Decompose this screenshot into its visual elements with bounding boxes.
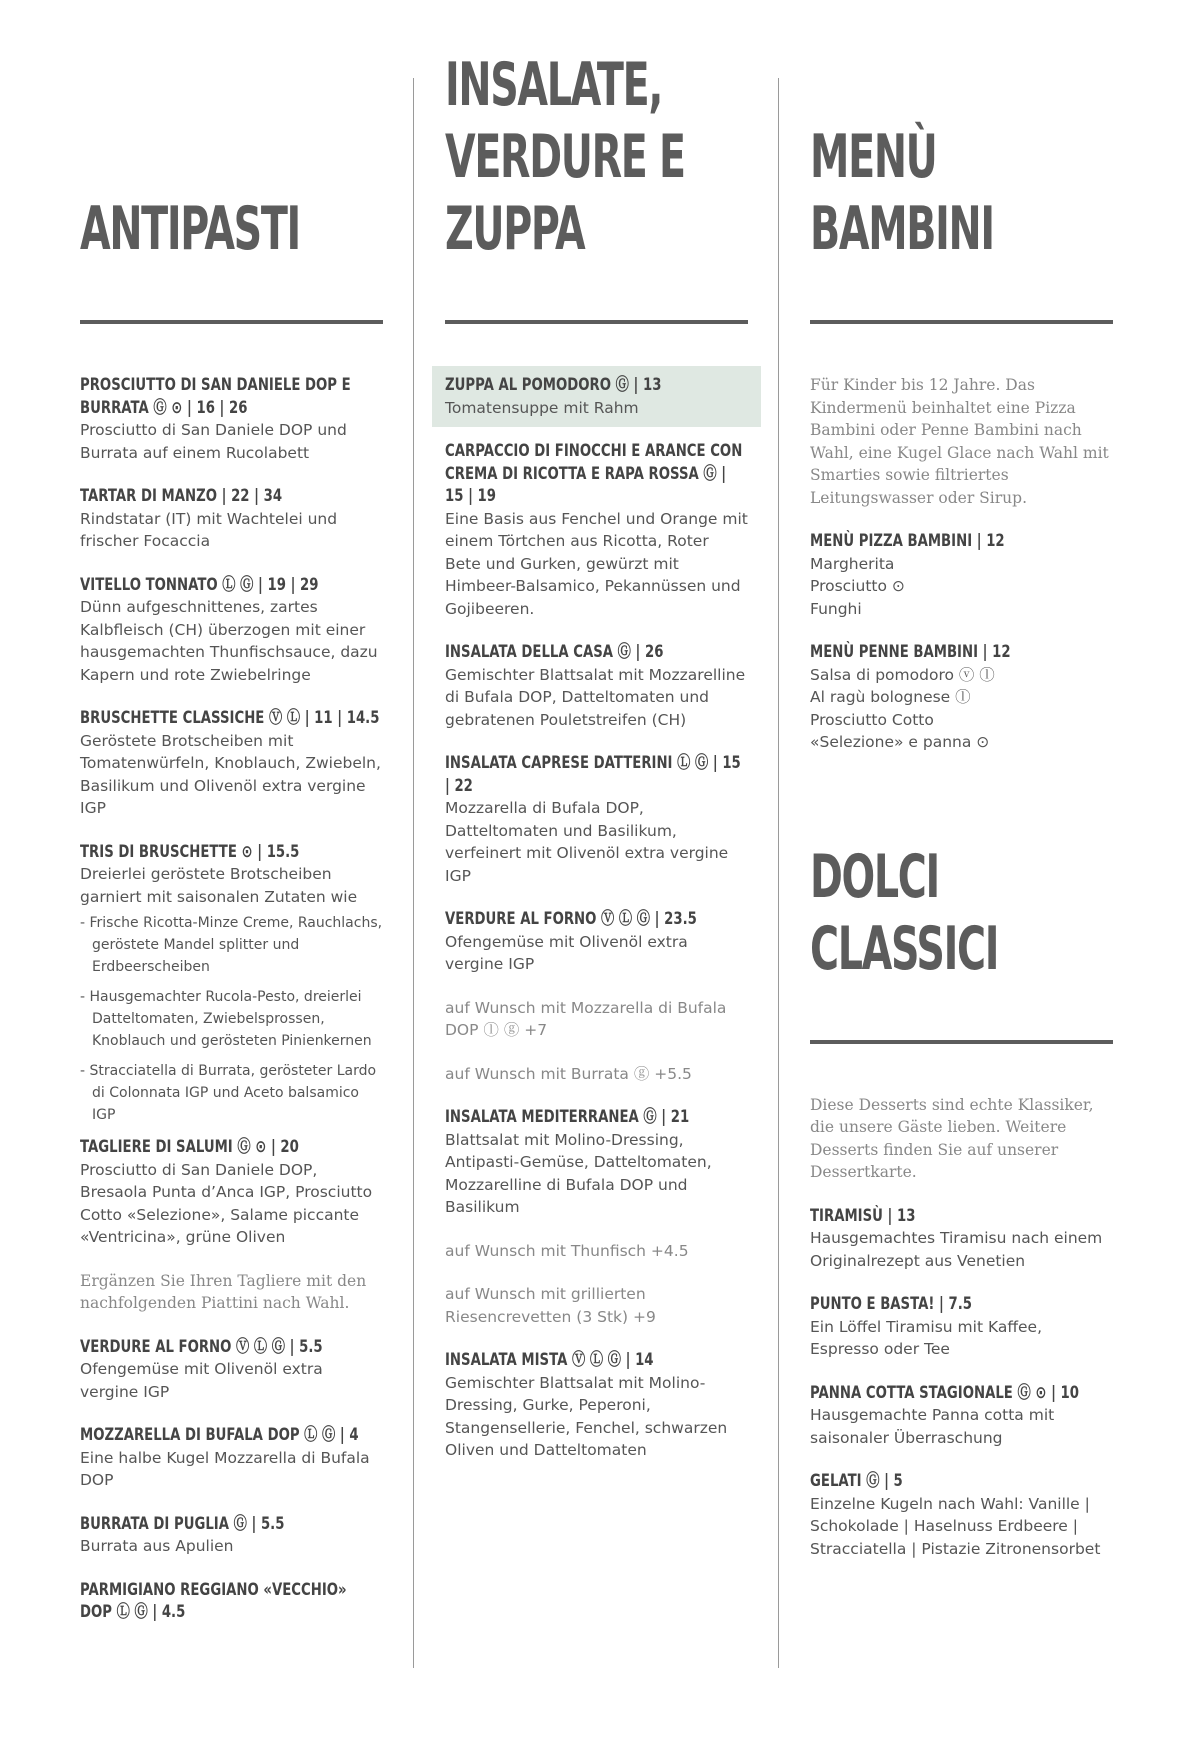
menu-item-description: Eine Basis aus Fenchel und Orange mit einem Törtchen aus Ricotta, Roter Bete und Gurken, gewürzt mit Himbeer-Balsamico, Pekannüssen und Gojibeeren. xyxy=(445,509,748,618)
menu-item-description: Einzelne Kugeln nach Wahl: Vanille | Schokolade | Haselnuss Erdbeere | Stracciatella | Pistazie Zitronensorbet xyxy=(810,1494,1101,1558)
bambini-heading: MENÙ BAMBINI xyxy=(810,122,994,264)
menu-item-title: TARTAR DI MANZO | 22 | 34 xyxy=(80,486,283,506)
menu-item-title: PUNTO E BASTA! | 7.5 xyxy=(810,1294,973,1314)
dolci-heading: DOLCI CLASSICI xyxy=(810,841,999,984)
menu-option: Prosciutto ⊙ xyxy=(810,577,905,595)
variant-item: - Stracciatella di Burrata, gerösteter Lardo di Colonnata IGP und Aceto balsamico IGP xyxy=(80,1063,377,1123)
menu-option: Prosciutto Cotto xyxy=(810,710,934,729)
menu-item-title: TIRAMISÙ | 13 xyxy=(810,1205,916,1226)
menu-item-description: Ein Löffel Tiramisu mit Kaffee, Espresso oder Tee xyxy=(810,1317,1043,1358)
antipasti-heading: ANTIPASTI xyxy=(80,194,300,264)
menu-item-description: Prosciutto di San Daniele DOP und Burrata auf einem Rucolabett xyxy=(80,421,347,462)
menu-item-description: Prosciutto di San Daniele DOP, Bresaola Punta d’Anca IGP, Prosciutto Cotto «Selezione», Salame piccante «Ventricina», grüne Oliven xyxy=(80,1160,373,1246)
menu-item-description: Mozzarella di Bufala DOP, Datteltomaten und Basilikum, verfeinert mit Olivenöl extra vergine IGP xyxy=(445,799,729,885)
heading-rule xyxy=(80,320,383,324)
featured-menu-item xyxy=(432,366,761,427)
menu-item-description: Gemischter Blattsalat mit Molino-Dressing, Gurke, Peperoni, Stangensellerie, Fenchel, schwarzen Oliven und Datteltomaten xyxy=(445,1373,728,1459)
bambini-intro: Für Kinder bis 12 Jahre. Das Kindermenü beinhaltet eine Pizza Bambini oder Penne Bambini nach Wahl, eine Kugel Glace nach Wahl mit Smarties sowie filtriertes Leitungswasser oder Sirup. xyxy=(810,376,1109,507)
menu-item-title: BRUSCHETTE CLASSICHE Ⓥ Ⓛ | 11 | 14.5 xyxy=(80,708,380,728)
menu-item-title: BURRATA DI PUGLIA Ⓖ | 5.5 xyxy=(80,1513,285,1534)
menu-item xyxy=(810,641,1113,754)
menu-item-description: Tomatensuppe mit Rahm xyxy=(445,398,639,417)
menu-item-title: TRIS DI BRUSCHETTE ⊙ | 15.5 xyxy=(80,841,300,862)
menu-item-title: VITELLO TONNATO Ⓛ Ⓖ | 19 | 29 xyxy=(80,574,319,595)
variant-item: - Frische Ricotta-Minze Creme, Rauchlachs, geröstete Mandel splitter und Erdbeerscheiben xyxy=(80,915,383,975)
menu-item xyxy=(445,440,748,620)
menu-item xyxy=(80,1513,383,1558)
bruschette-variants-list xyxy=(80,912,383,1126)
menu-item-description: Rindstatar (IT) mit Wachtelei und frischer Focaccia xyxy=(80,509,338,550)
heading-rule xyxy=(445,320,748,324)
column-divider-right xyxy=(778,78,779,1668)
menu-item-description: Hausgemachtes Tiramisu nach einem Originalrezept aus Venetien xyxy=(810,1229,1103,1270)
menu-item xyxy=(80,841,383,1127)
menu-item-description: Ofengemüse mit Olivenöl extra vergine IGP xyxy=(445,932,688,973)
option-note: auf Wunsch mit Burrata ⓖ +5.5 xyxy=(445,1064,692,1083)
menu-option: Salsa di pomodoro ⓥ ⓛ xyxy=(810,665,995,684)
menu-item-title: TAGLIERE DI SALUMI Ⓖ ⊙ | 20 xyxy=(80,1137,299,1157)
option-note: auf Wunsch mit Mozzarella di Bufala DOP ⓛ ⓖ +7 xyxy=(445,998,727,1039)
menu-item xyxy=(80,485,383,553)
menu-item xyxy=(80,707,383,820)
menu-item-title: GELATI Ⓖ | 5 xyxy=(810,1471,903,1491)
menu-item xyxy=(445,641,748,731)
menu-item-title: MOZZARELLA DI BUFALA DOP Ⓛ Ⓖ | 4 xyxy=(80,1425,359,1445)
insalate-heading: INSALATE, VERDURE E ZUPPA xyxy=(445,50,685,264)
menu-item xyxy=(445,1349,748,1462)
menu-item-description: Dreierlei geröstete Brotscheiben garniert mit saisonalen Zutaten wie xyxy=(80,865,358,906)
menu-item-title: PROSCIUTTO DI SAN DANIELE DOP E BURRATA Ⓖ ⊙ | 16 | 26 xyxy=(80,375,351,418)
menu-item-description: Gemischter Blattsalat mit Mozzarelline di Bufala DOP, Datteltomaten und gebratenen Pouletstreifen (CH) xyxy=(445,665,746,729)
menu-item-title: ZUPPA AL POMODORO Ⓖ | 13 xyxy=(445,375,662,395)
menu-option: Margherita xyxy=(810,554,895,573)
menu-item xyxy=(810,1293,1113,1361)
variant-item: - Hausgemachter Rucola-Pesto, dreierlei Datteltomaten, Zwiebelsprossen, Knoblauch und gerösteten Pinienkernen xyxy=(80,989,372,1049)
menu-item xyxy=(80,374,383,464)
dolci-intro: Diese Desserts sind echte Klassiker, die unsere Gäste lieben. Weitere Desserts finden Sie auf unserer Dessertkarte. xyxy=(810,1095,1094,1181)
menu-item-title: INSALATA MISTA Ⓥ Ⓛ Ⓖ | 14 xyxy=(445,1350,654,1370)
menu-item xyxy=(810,1470,1113,1560)
menu-item-title: INSALATA CAPRESE DATTERINI Ⓛ Ⓖ | 15 | 22 xyxy=(445,753,741,796)
menu-item-description: Burrata aus Apulien xyxy=(80,1537,234,1555)
menu-item-title: INSALATA DELLA CASA Ⓖ | 26 xyxy=(445,642,664,662)
menu-item xyxy=(445,908,748,976)
menu-item-description: Geröstete Brotscheiben mit Tomatenwürfeln, Knoblauch, Zwiebeln, Basilikum und Olivenöl extra vergine IGP xyxy=(80,731,381,817)
column-divider-left xyxy=(413,78,414,1668)
menu-item-description: Hausgemachte Panna cotta mit saisonaler Überraschung xyxy=(810,1406,1055,1447)
menu-item xyxy=(80,1579,383,1624)
option-note: auf Wunsch mit grillierten Riesencrevetten (3 Stk) +9 xyxy=(445,1285,656,1326)
menu-option: «Selezione» e panna ⊙ xyxy=(810,733,990,751)
menu-item xyxy=(80,574,383,687)
antipasti-column xyxy=(80,0,383,1645)
insalate-column xyxy=(445,0,748,1483)
menu-item xyxy=(810,530,1113,620)
heading-rule xyxy=(810,320,1113,324)
menu-item-title: MENÙ PENNE BAMBINI | 12 xyxy=(810,642,1011,662)
menu-item-description: Ofengemüse mit Olivenöl extra vergine IGP xyxy=(80,1360,323,1401)
menu-item xyxy=(445,1106,748,1219)
menu-item-title: VERDURE AL FORNO Ⓥ Ⓛ Ⓖ | 23.5 xyxy=(445,909,697,929)
menu-item-description: Eine halbe Kugel Mozzarella di Bufala DOP xyxy=(80,1448,370,1489)
menu-item-title: MENÙ PIZZA BAMBINI | 12 xyxy=(810,531,1005,551)
bambini-dolci-column xyxy=(810,0,1113,1581)
menu-item xyxy=(80,1136,383,1249)
menu-item-description: Dünn aufgeschnittenes, zartes Kalbfleisch (CH) überzogen mit einer hausgemachten Thunfischsauce, dazu Kapern und rote Zwiebelringe xyxy=(80,598,378,684)
menu-item xyxy=(445,752,748,887)
menu-item-title: INSALATA MEDITERRANEA Ⓖ | 21 xyxy=(445,1107,690,1127)
option-note: auf Wunsch mit Thunfisch +4.5 xyxy=(445,1241,689,1260)
heading-rule xyxy=(810,1040,1113,1044)
menu-item-title: PANNA COTTA STAGIONALE Ⓖ ⊙ | 10 xyxy=(810,1382,1080,1403)
menu-item xyxy=(80,1424,383,1492)
tagliere-note: Ergänzen Sie Ihren Tagliere mit den nachfolgenden Piattini nach Wahl. xyxy=(80,1271,367,1312)
menu-item-description: Blattsalat mit Molino-Dressing, Antipasti-Gemüse, Datteltomaten, Mozzarelline di Bufala DOP und Basilikum xyxy=(445,1130,712,1216)
menu-item-title: CARPACCIO DI FINOCCHI E ARANCE CON CREMA DI RICOTTA E RAPA ROSSA Ⓖ | 15 | 19 xyxy=(445,441,743,506)
menu-item-title: VERDURE AL FORNO Ⓥ Ⓛ Ⓖ | 5.5 xyxy=(80,1336,323,1357)
menu-item xyxy=(810,1205,1113,1273)
menu-item-title: PARMIGIANO REGGIANO «VECCHIO» DOP Ⓛ Ⓖ | 4.5 xyxy=(80,1579,347,1622)
menu-item xyxy=(80,1336,383,1404)
menu-item xyxy=(810,1382,1113,1450)
menu-option: Al ragù bolognese ⓛ xyxy=(810,688,971,706)
menu-option: Funghi xyxy=(810,599,862,618)
